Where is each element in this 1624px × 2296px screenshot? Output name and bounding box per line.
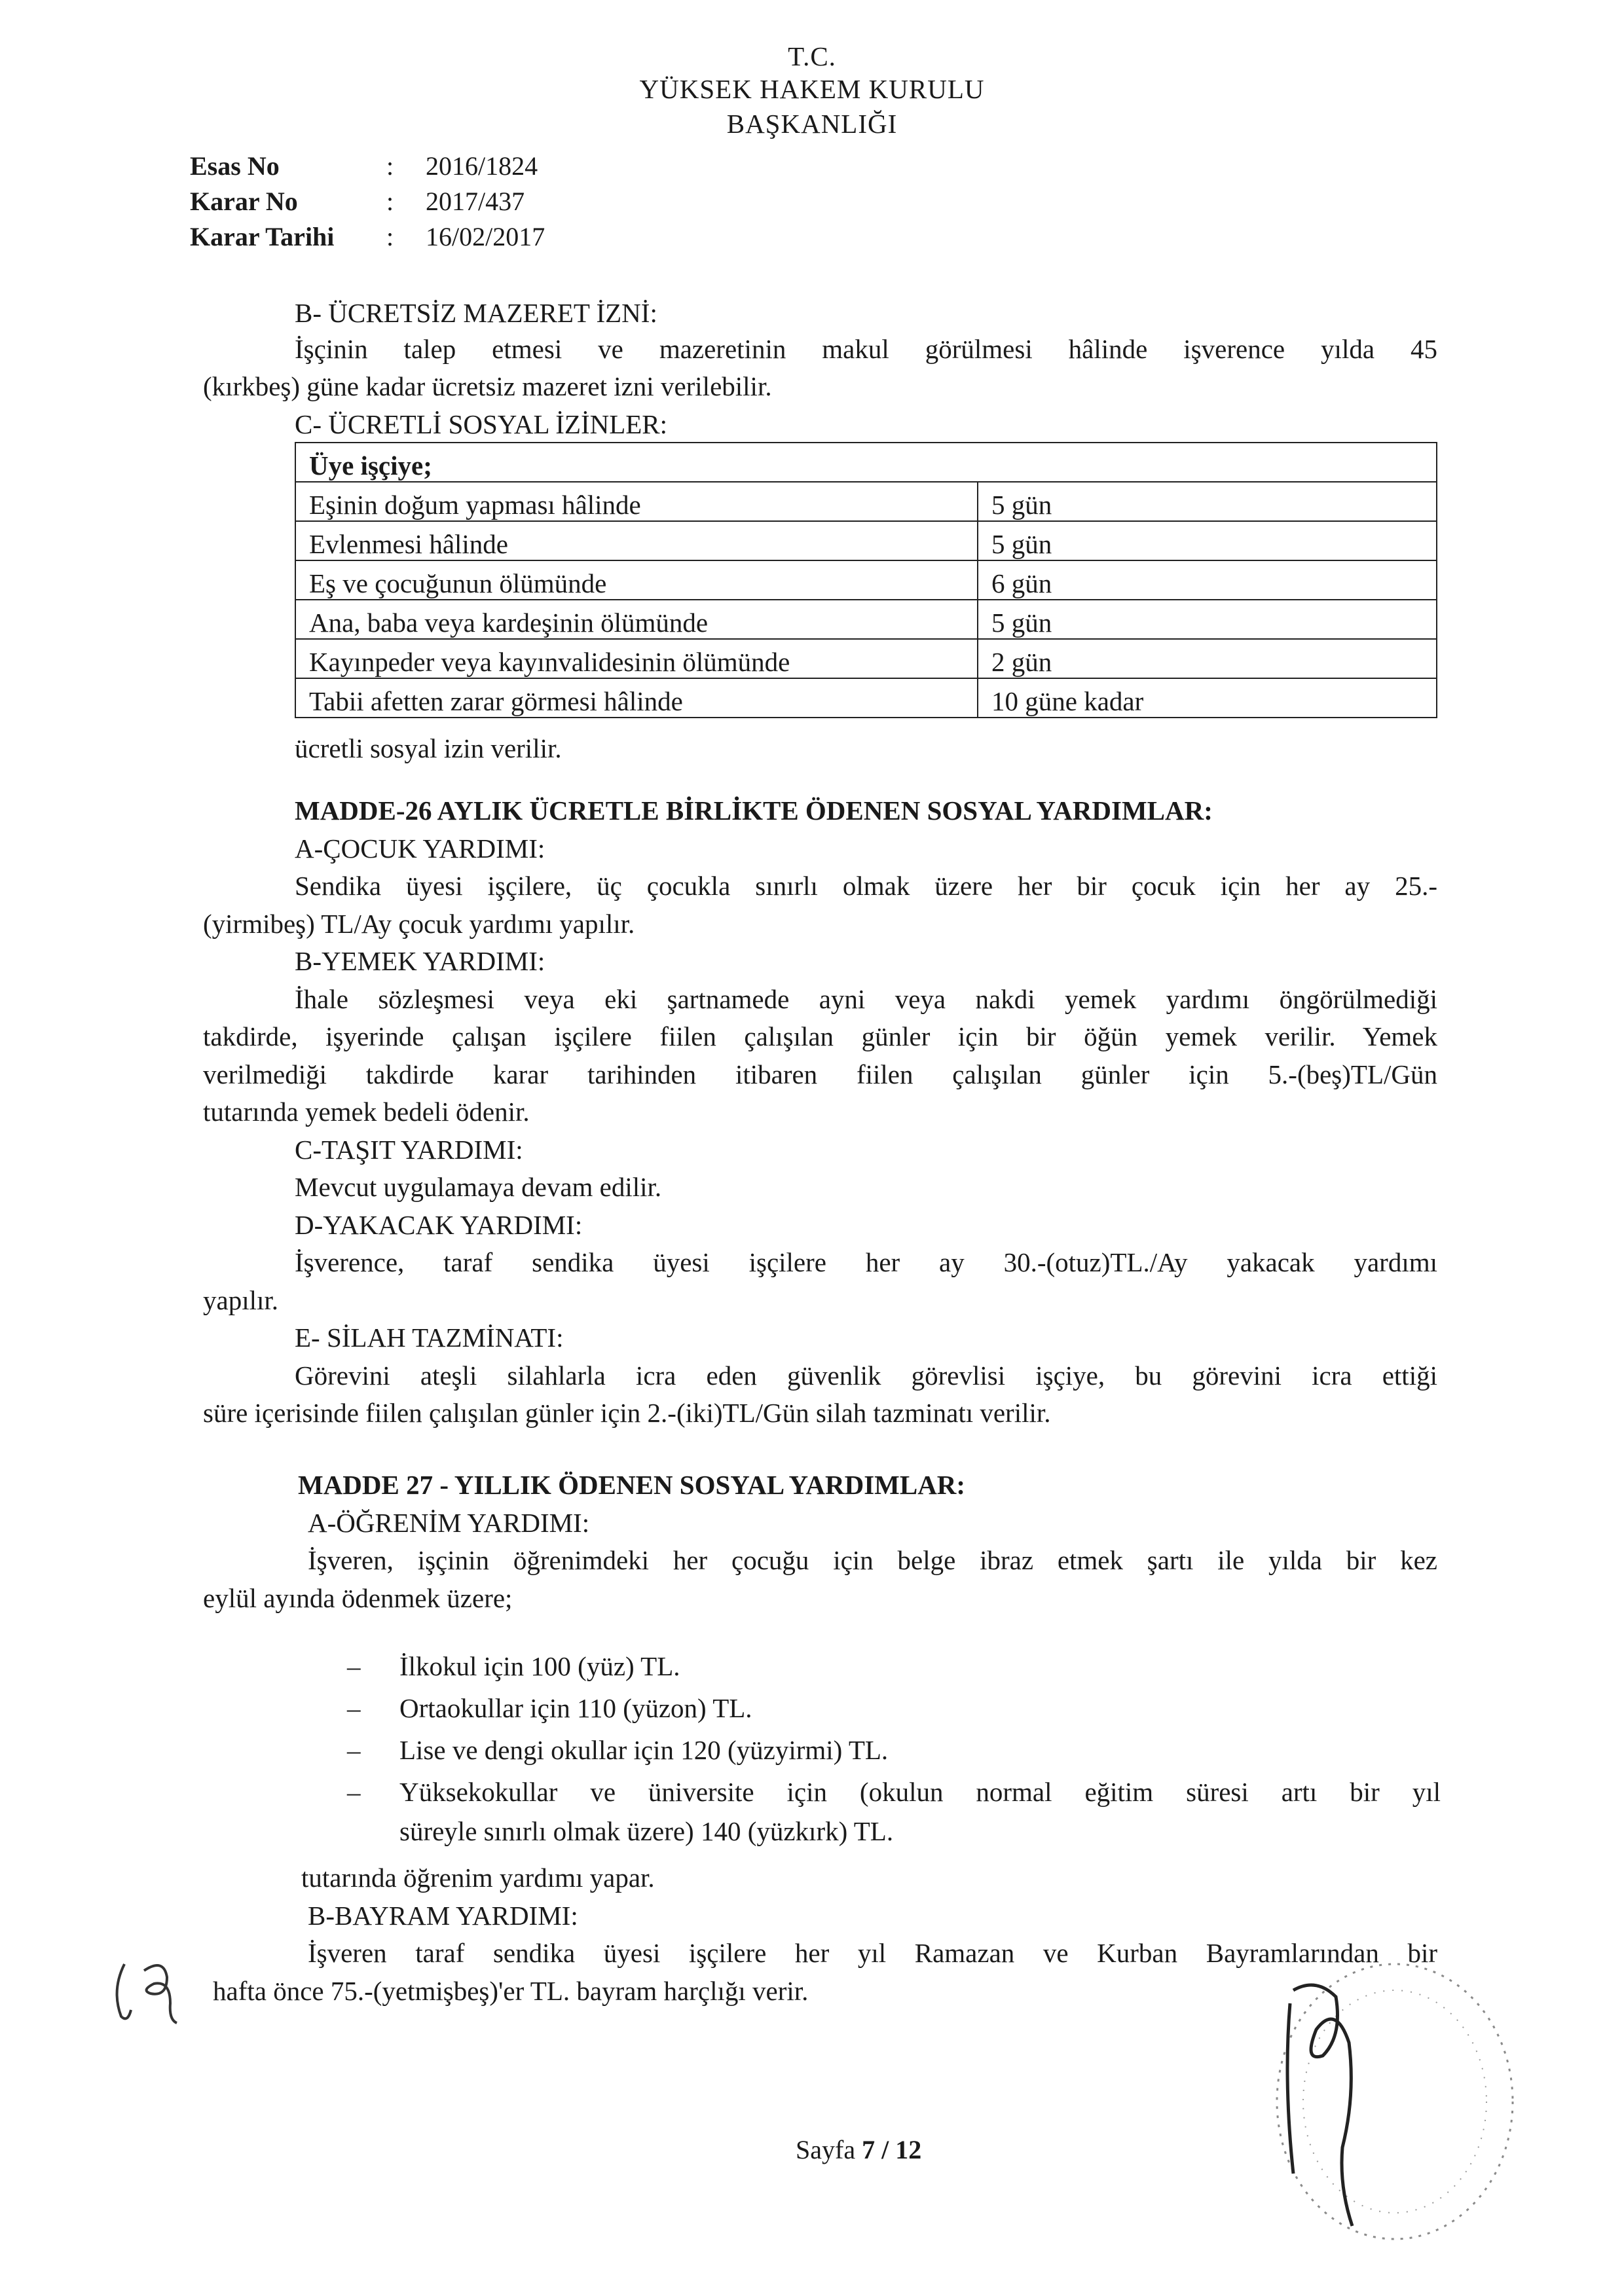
table-row xyxy=(295,560,1437,600)
list-item-text-continued: süreyle sınırlı olmak üzere) 140 (yüzkırk) TL. xyxy=(399,1816,894,1846)
page-separator: / xyxy=(875,2135,896,2164)
bullet-dash: – xyxy=(347,1777,361,1807)
table-header-row xyxy=(295,443,1437,482)
bullet-dash: – xyxy=(347,1735,361,1765)
table-row xyxy=(295,678,1437,718)
section-c-after: ücretli sosyal izin verilir. xyxy=(295,733,562,763)
list-item-text: İlkokul için 100 (yüz) TL. xyxy=(399,1651,680,1681)
meta-colon: : xyxy=(386,187,394,216)
leave-label: Evlenmesi hâlinde xyxy=(295,521,978,560)
handwritten-initial xyxy=(105,1951,196,2030)
meta-key: Karar Tarihi xyxy=(190,222,335,251)
leave-days: 2 gün xyxy=(978,639,1437,678)
leave-days: 10 güne kadar xyxy=(978,678,1437,718)
table-row xyxy=(295,600,1437,639)
list-item xyxy=(347,1688,1441,1728)
list-item xyxy=(347,1730,1441,1770)
table-header-cell: Üye işçiye; xyxy=(295,443,1437,482)
leave-label: Ana, baba veya kardeşinin ölümünde xyxy=(295,600,978,639)
meta-key: Esas No xyxy=(190,151,280,181)
header-institution: YÜKSEK HAKEM KURULU xyxy=(639,74,985,104)
madde26-b-heading: B-YEMEK YARDIMI: xyxy=(295,946,545,976)
list-item-text: Ortaokullar için 110 (yüzon) TL. xyxy=(399,1693,752,1723)
madde27-b-heading: B-BAYRAM YARDIMI: xyxy=(308,1901,578,1931)
meta-value: 16/02/2017 xyxy=(426,222,545,251)
table-row xyxy=(295,639,1437,678)
madde26-b-line2: takdirde, işyerinde çalışan işçilere fiilen çalışılan günler için bir öğün yemek verilir. Yemek xyxy=(203,1021,1437,1051)
leave-label: Tabii afetten zarar görmesi hâlinde xyxy=(295,678,978,718)
meta-esas-no xyxy=(190,151,538,181)
madde26-d-heading: D-YAKACAK YARDIMI: xyxy=(295,1210,583,1240)
leave-days: 5 gün xyxy=(978,521,1437,560)
madde26-d-line2: yapılır. xyxy=(203,1285,279,1315)
meta-colon: : xyxy=(386,151,394,181)
madde27-b-line1: İşveren taraf sendika üyesi işçilere her yıl Ramazan ve Kurban Bayramlarından bir xyxy=(308,1938,1437,1968)
leave-days: 6 gün xyxy=(978,560,1437,600)
madde27-b-line2: hafta önce 75.-(yetmişbeş)'er TL. bayram harçlığı verir. xyxy=(213,1976,809,2006)
madde26-b-line3: verilmediği takdirde karar tarihinden itibaren fiilen çalışılan günler için 5.-(beş)TL/Gün xyxy=(203,1059,1437,1089)
page-number xyxy=(796,2134,921,2165)
leave-label: Eşinin doğum yapması hâlinde xyxy=(295,482,978,521)
leave-days: 5 gün xyxy=(978,482,1437,521)
meta-colon: : xyxy=(386,222,394,251)
tuition-list xyxy=(347,1647,1441,1853)
header-tc: T.C. xyxy=(788,41,836,71)
madde27-a-line1: İşveren, işçinin öğrenimdeki her çocuğu için belge ibraz etmek şartı ile yılda bir kez xyxy=(308,1545,1437,1575)
madde27-a-line2: eylül ayında ödenmek üzere; xyxy=(203,1583,513,1613)
section-c-heading: C- ÜCRETLİ SOSYAL İZİNLER: xyxy=(295,409,668,439)
meta-karar-tarihi xyxy=(190,221,545,252)
meta-karar-no xyxy=(190,186,525,217)
madde26-b-line4: tutarında yemek bedeli ödenir. xyxy=(203,1097,530,1127)
leave-days: 5 gün xyxy=(978,600,1437,639)
section-b-line2: (kırkbeş) güne kadar ücretsiz mazeret izni verilebilir. xyxy=(203,371,772,401)
meta-value: 2017/437 xyxy=(426,187,525,216)
page-prefix: Sayfa xyxy=(796,2135,862,2164)
meta-key: Karar No xyxy=(190,187,298,216)
table-row xyxy=(295,482,1437,521)
meta-value: 2016/1824 xyxy=(426,151,538,181)
signature-stamp xyxy=(1244,1951,1519,2252)
madde26-e-line2: süre içerisinde fiilen çalışılan günler için 2.-(iki)TL/Gün silah tazminatı verilir. xyxy=(203,1398,1051,1428)
madde27-a-heading: A-ÖĞRENİM YARDIMI: xyxy=(308,1508,590,1538)
leave-label: Kayınpeder veya kayınvalidesinin ölümünde xyxy=(295,639,978,678)
madde26-e-heading: E- SİLAH TAZMİNATI: xyxy=(295,1322,564,1353)
madde27-after: tutarında öğrenim yardımı yapar. xyxy=(301,1863,655,1893)
section-b-heading: B- ÜCRETSİZ MAZERET İZNİ: xyxy=(295,298,657,328)
section-b-line1: İşçinin talep etmesi ve mazeretinin makul görülmesi hâlinde işverence yılda 45 xyxy=(295,334,1437,364)
madde26-c-heading: C-TAŞIT YARDIMI: xyxy=(295,1135,523,1165)
bullet-dash: – xyxy=(347,1651,361,1681)
table-row xyxy=(295,521,1437,560)
madde26-e-line1: Görevini ateşli silahlarla icra eden güvenlik görevlisi işçiye, bu görevini icra ettiği xyxy=(295,1360,1437,1391)
paid-leave-table xyxy=(295,442,1437,718)
madde26-a-line2: (yirmibeş) TL/Ay çocuk yardımı yapılır. xyxy=(203,909,635,939)
list-item-text: Lise ve dengi okullar için 120 (yüzyirmi) TL. xyxy=(399,1735,889,1765)
madde26-a-heading: A-ÇOCUK YARDIMI: xyxy=(295,833,545,864)
page-total: 12 xyxy=(895,2135,922,2164)
madde27-title: MADDE 27 - YILLIK ÖDENEN SOSYAL YARDIMLAR: xyxy=(298,1470,966,1500)
madde26-c-line1: Mevcut uygulamaya devam edilir. xyxy=(295,1172,662,1202)
page-current: 7 xyxy=(862,2135,876,2164)
madde26-a-line1: Sendika üyesi işçilere, üç çocukla sınırlı olmak üzere her bir çocuk için her ay 25.- xyxy=(295,871,1437,901)
list-item xyxy=(347,1647,1441,1686)
list-item xyxy=(347,1772,1441,1851)
madde26-d-line1: İşverence, taraf sendika üyesi işçilere her ay 30.-(otuz)TL./Ay yakacak yardımı xyxy=(295,1247,1437,1277)
madde26-b-line1: İhale sözleşmesi veya eki şartnamede ayni veya nakdi yemek yardımı öngörülmediği xyxy=(295,984,1437,1014)
list-item-text: Yüksekokullar ve üniversite için (okulun normal eğitim süresi artı bir yıl xyxy=(399,1777,1441,1807)
header-presidency: BAŞKANLIĞI xyxy=(726,109,898,139)
madde26-title: MADDE-26 AYLIK ÜCRETLE BİRLİKTE ÖDENEN SOSYAL YARDIMLAR: xyxy=(295,795,1213,826)
bullet-dash: – xyxy=(347,1693,361,1723)
leave-label: Eş ve çocuğunun ölümünde xyxy=(295,560,978,600)
